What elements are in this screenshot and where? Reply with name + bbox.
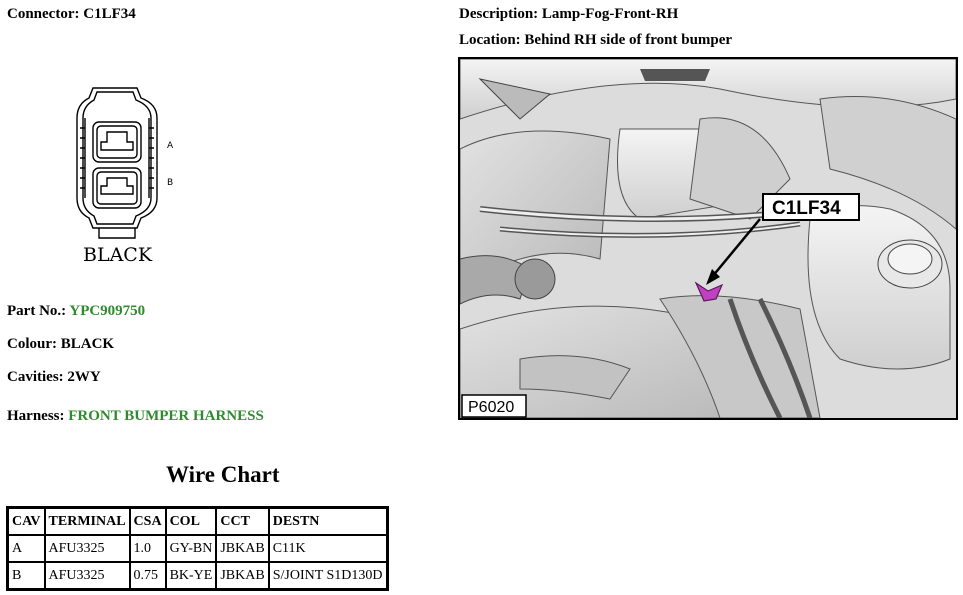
location-label: Location: [459,32,521,48]
cell-col: BK-YE [166,562,217,590]
table-header-row [8,508,388,536]
table-row [8,562,388,590]
cell-cct: JBKAB [216,535,268,562]
cell-cct: JBKAB [216,562,268,590]
pin-a-label: A [167,141,174,151]
header-cav: CAV [8,508,45,536]
cavities-line [7,369,101,386]
header-cct: CCT [216,508,268,536]
table-row [8,535,388,562]
colour-value: BLACK [60,336,115,352]
photo-callout-label: C1LF34 [772,198,841,219]
description-line [459,6,678,23]
connector-label: Connector: [7,6,80,22]
location-line [459,32,732,49]
connector-line [7,6,136,23]
cell-cav: A [8,535,45,562]
cell-cav: B [8,562,45,590]
photo-ref-label: P6020 [468,399,515,416]
harness-line [7,408,264,425]
header-col: COL [166,508,217,536]
connector-value: C1LF34 [83,6,136,22]
cell-col: GY-BN [166,535,217,562]
diagram-color-text: BLACK [83,244,153,266]
pin-b-label: B [167,178,174,188]
wire-chart-title: Wire Chart [166,462,280,487]
cell-destn: C11K [269,535,387,562]
part-no-line [7,303,145,320]
location-value: Behind RH side of front bumper [524,32,733,48]
description-value: Lamp-Fog-Front-RH [541,6,679,22]
description-label: Description: [459,6,539,22]
cell-csa: 0.75 [130,562,166,590]
header-terminal: TERMINAL [45,508,130,536]
header-destn: DESTN [269,508,387,536]
part-no-label: Part No.: [7,303,67,319]
connector-face-diagram [75,78,195,268]
cell-terminal: AFU3325 [45,535,130,562]
part-no-value: YPC909750 [69,303,146,319]
cavities-value: 2WY [67,369,101,385]
wire-chart-table [6,506,389,591]
colour-label: Colour: [7,336,57,352]
cell-destn: S/JOINT S1D130D [269,562,387,590]
cavities-label: Cavities: [7,369,64,385]
header-csa: CSA [130,508,166,536]
harness-value: FRONT BUMPER HARNESS [68,408,264,424]
engine-bay-drawing [460,59,956,418]
harness-label: Harness: [7,408,65,424]
cell-csa: 1.0 [130,535,166,562]
colour-line [7,336,114,353]
cell-terminal: AFU3325 [45,562,130,590]
location-illustration [458,57,958,420]
